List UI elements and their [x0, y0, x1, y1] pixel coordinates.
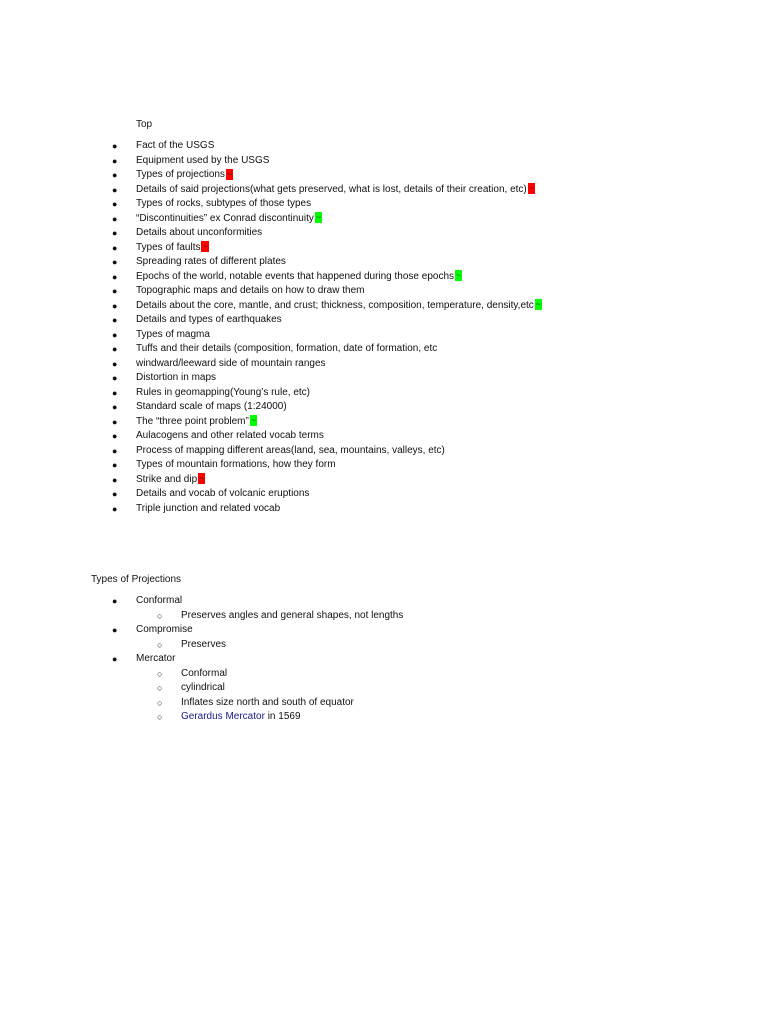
detail-text: Preserves	[181, 638, 227, 650]
topic-item	[0, 154, 768, 169]
projection-item	[0, 594, 768, 609]
bullet-icon: ●	[112, 402, 118, 412]
green-highlight-mark: ~	[315, 212, 322, 223]
topic-item	[0, 371, 768, 386]
topic-text: Types of faults	[136, 241, 201, 253]
bullet-icon: ●	[112, 199, 118, 209]
red-highlight-mark: ~	[226, 168, 233, 179]
bullet-icon: ●	[112, 596, 118, 606]
detail-text: Conformal	[181, 667, 228, 679]
green-highlight-mark: ~	[456, 270, 462, 281]
bullet-icon: ●	[112, 373, 118, 383]
topic-text: Aulacogens and other related vocab terms	[136, 430, 324, 441]
bullet-icon: ●	[112, 431, 118, 441]
bullet-icon: ●	[112, 315, 118, 325]
topic-item	[0, 357, 768, 372]
topic-item	[0, 284, 768, 299]
topic-text: Rules in geomapping(Young’s rule, etc)	[136, 386, 310, 398]
detail-text: Preserves angles and general shapes, not lengths	[181, 609, 404, 621]
projection-detail	[0, 609, 768, 624]
projections-section-title: Types of Projections	[91, 574, 182, 585]
bullet-icon: ●	[112, 228, 118, 238]
topic-text: Tuffs and their details (composition, formation, date of formation, etc	[136, 343, 438, 354]
sub-bullet-icon: ○	[157, 610, 163, 621]
bullet-icon: ●	[112, 170, 118, 180]
topic-item	[0, 183, 768, 198]
bullet-icon: ●	[112, 257, 118, 267]
bullet-icon: ●	[112, 184, 118, 195]
topic-item	[0, 139, 768, 154]
gerardus-mercator-link[interactable]: Gerardus Mercator	[181, 711, 265, 722]
topic-item	[0, 386, 768, 401]
projection-detail	[0, 696, 768, 711]
topic-text: Types of projections	[136, 169, 225, 180]
topic-text: Types of mountain formations, how they form	[136, 459, 336, 470]
detail-text: in 1569	[264, 711, 301, 722]
topic-text: Triple junction and related vocab	[136, 502, 281, 514]
topic-item	[0, 487, 768, 502]
topic-item	[0, 400, 768, 415]
bullet-icon: ●	[112, 489, 118, 499]
red-highlight-mark: ~	[528, 183, 535, 194]
bullet-icon: ●	[112, 286, 118, 296]
bullet-icon: ●	[112, 387, 118, 398]
bullet-icon: ●	[112, 344, 118, 354]
topic-item	[0, 226, 768, 241]
red-highlight-mark: ~	[202, 241, 208, 252]
topic-item	[0, 241, 768, 256]
bullet-icon: ●	[112, 416, 118, 427]
bullet-icon: ●	[112, 271, 118, 282]
topic-item	[0, 429, 768, 444]
topic-item	[0, 299, 768, 314]
topic-item	[0, 458, 768, 473]
bullet-icon: ●	[112, 358, 118, 369]
topic-item	[0, 444, 768, 459]
green-highlight-mark: ~	[535, 299, 542, 310]
sub-bullet-icon: ○	[157, 712, 163, 722]
topic-text: “Discontinuities” ex Conrad discontinuity	[136, 212, 314, 224]
red-highlight-mark: ~	[199, 473, 205, 484]
projection-detail	[0, 681, 768, 696]
projections-list	[0, 594, 768, 725]
projection-item	[0, 623, 768, 638]
topic-text: windward/leeward side of mountain ranges	[136, 357, 326, 369]
topic-item	[0, 313, 768, 328]
bullet-icon: ●	[112, 141, 118, 151]
bullet-icon: ●	[112, 242, 118, 253]
topic-text: Spreading rates of different plates	[136, 256, 286, 267]
bullet-icon: ●	[112, 625, 118, 635]
bullet-icon: ●	[112, 654, 118, 664]
topic-item	[0, 197, 768, 212]
topic-text: Details of said projections(what gets preserved, what is lost, details of their creation, etc)	[136, 183, 527, 195]
projection-detail	[0, 710, 768, 725]
projection-name: Mercator	[136, 653, 176, 664]
topic-text: Process of mapping different areas(land, sea, mountains, valleys, etc)	[136, 444, 445, 456]
projection-name: Conformal	[136, 595, 183, 606]
top-label: Top	[136, 119, 153, 130]
topic-text: Types of magma	[136, 328, 210, 340]
bullet-icon: ●	[112, 460, 118, 470]
topic-item	[0, 415, 768, 430]
bullet-icon: ●	[112, 445, 118, 456]
topic-text: Topographic maps and details on how to draw them	[136, 285, 365, 296]
bullet-icon: ●	[112, 329, 118, 340]
sub-bullet-icon: ○	[157, 683, 163, 693]
bullet-icon: ●	[112, 300, 118, 311]
bullet-icon: ●	[112, 503, 118, 514]
projection-item	[0, 652, 768, 667]
topic-item	[0, 212, 768, 227]
bullet-icon: ●	[112, 213, 118, 224]
topic-text: Epochs of the world, notable events that happened during those epochs	[136, 270, 455, 282]
topic-item	[0, 168, 768, 183]
topic-item	[0, 342, 768, 357]
topic-text: Distortion in maps	[136, 372, 217, 383]
topic-item	[0, 328, 768, 343]
bullet-icon: ●	[112, 155, 118, 166]
topic-text: The “three point problem”	[136, 415, 249, 427]
topic-text: Details and vocab of volcanic eruptions	[136, 488, 310, 499]
topic-text: Strike and dip	[136, 473, 198, 485]
green-highlight-mark: ~	[250, 415, 257, 426]
topic-text: Details about unconformities	[136, 227, 263, 238]
topic-text: Standard scale of maps (1:24000)	[136, 401, 287, 412]
projection-name: Compromise	[136, 624, 193, 635]
sub-bullet-icon: ○	[157, 639, 163, 650]
topic-text: Types of rocks, subtypes of those types	[136, 198, 312, 209]
topic-item	[0, 255, 768, 270]
detail-text: cylindrical	[181, 682, 225, 693]
projection-detail	[0, 667, 768, 682]
topic-text: Fact of the USGS	[136, 140, 215, 151]
bullet-icon: ●	[112, 474, 118, 485]
topic-text: Equipment used by the USGS	[136, 154, 270, 166]
topic-item	[0, 270, 768, 285]
detail-text: Inflates size north and south of equator	[181, 696, 354, 708]
topic-text: Details and types of earthquakes	[136, 314, 282, 325]
projection-detail	[0, 638, 768, 653]
sub-bullet-icon: ○	[157, 697, 163, 708]
topics-list	[0, 139, 768, 516]
sub-bullet-icon: ○	[157, 668, 163, 679]
topic-text: Details about the core, mantle, and crust; thickness, composition, temperature, density,etc	[136, 299, 534, 311]
topic-item	[0, 473, 768, 488]
topic-item	[0, 502, 768, 517]
